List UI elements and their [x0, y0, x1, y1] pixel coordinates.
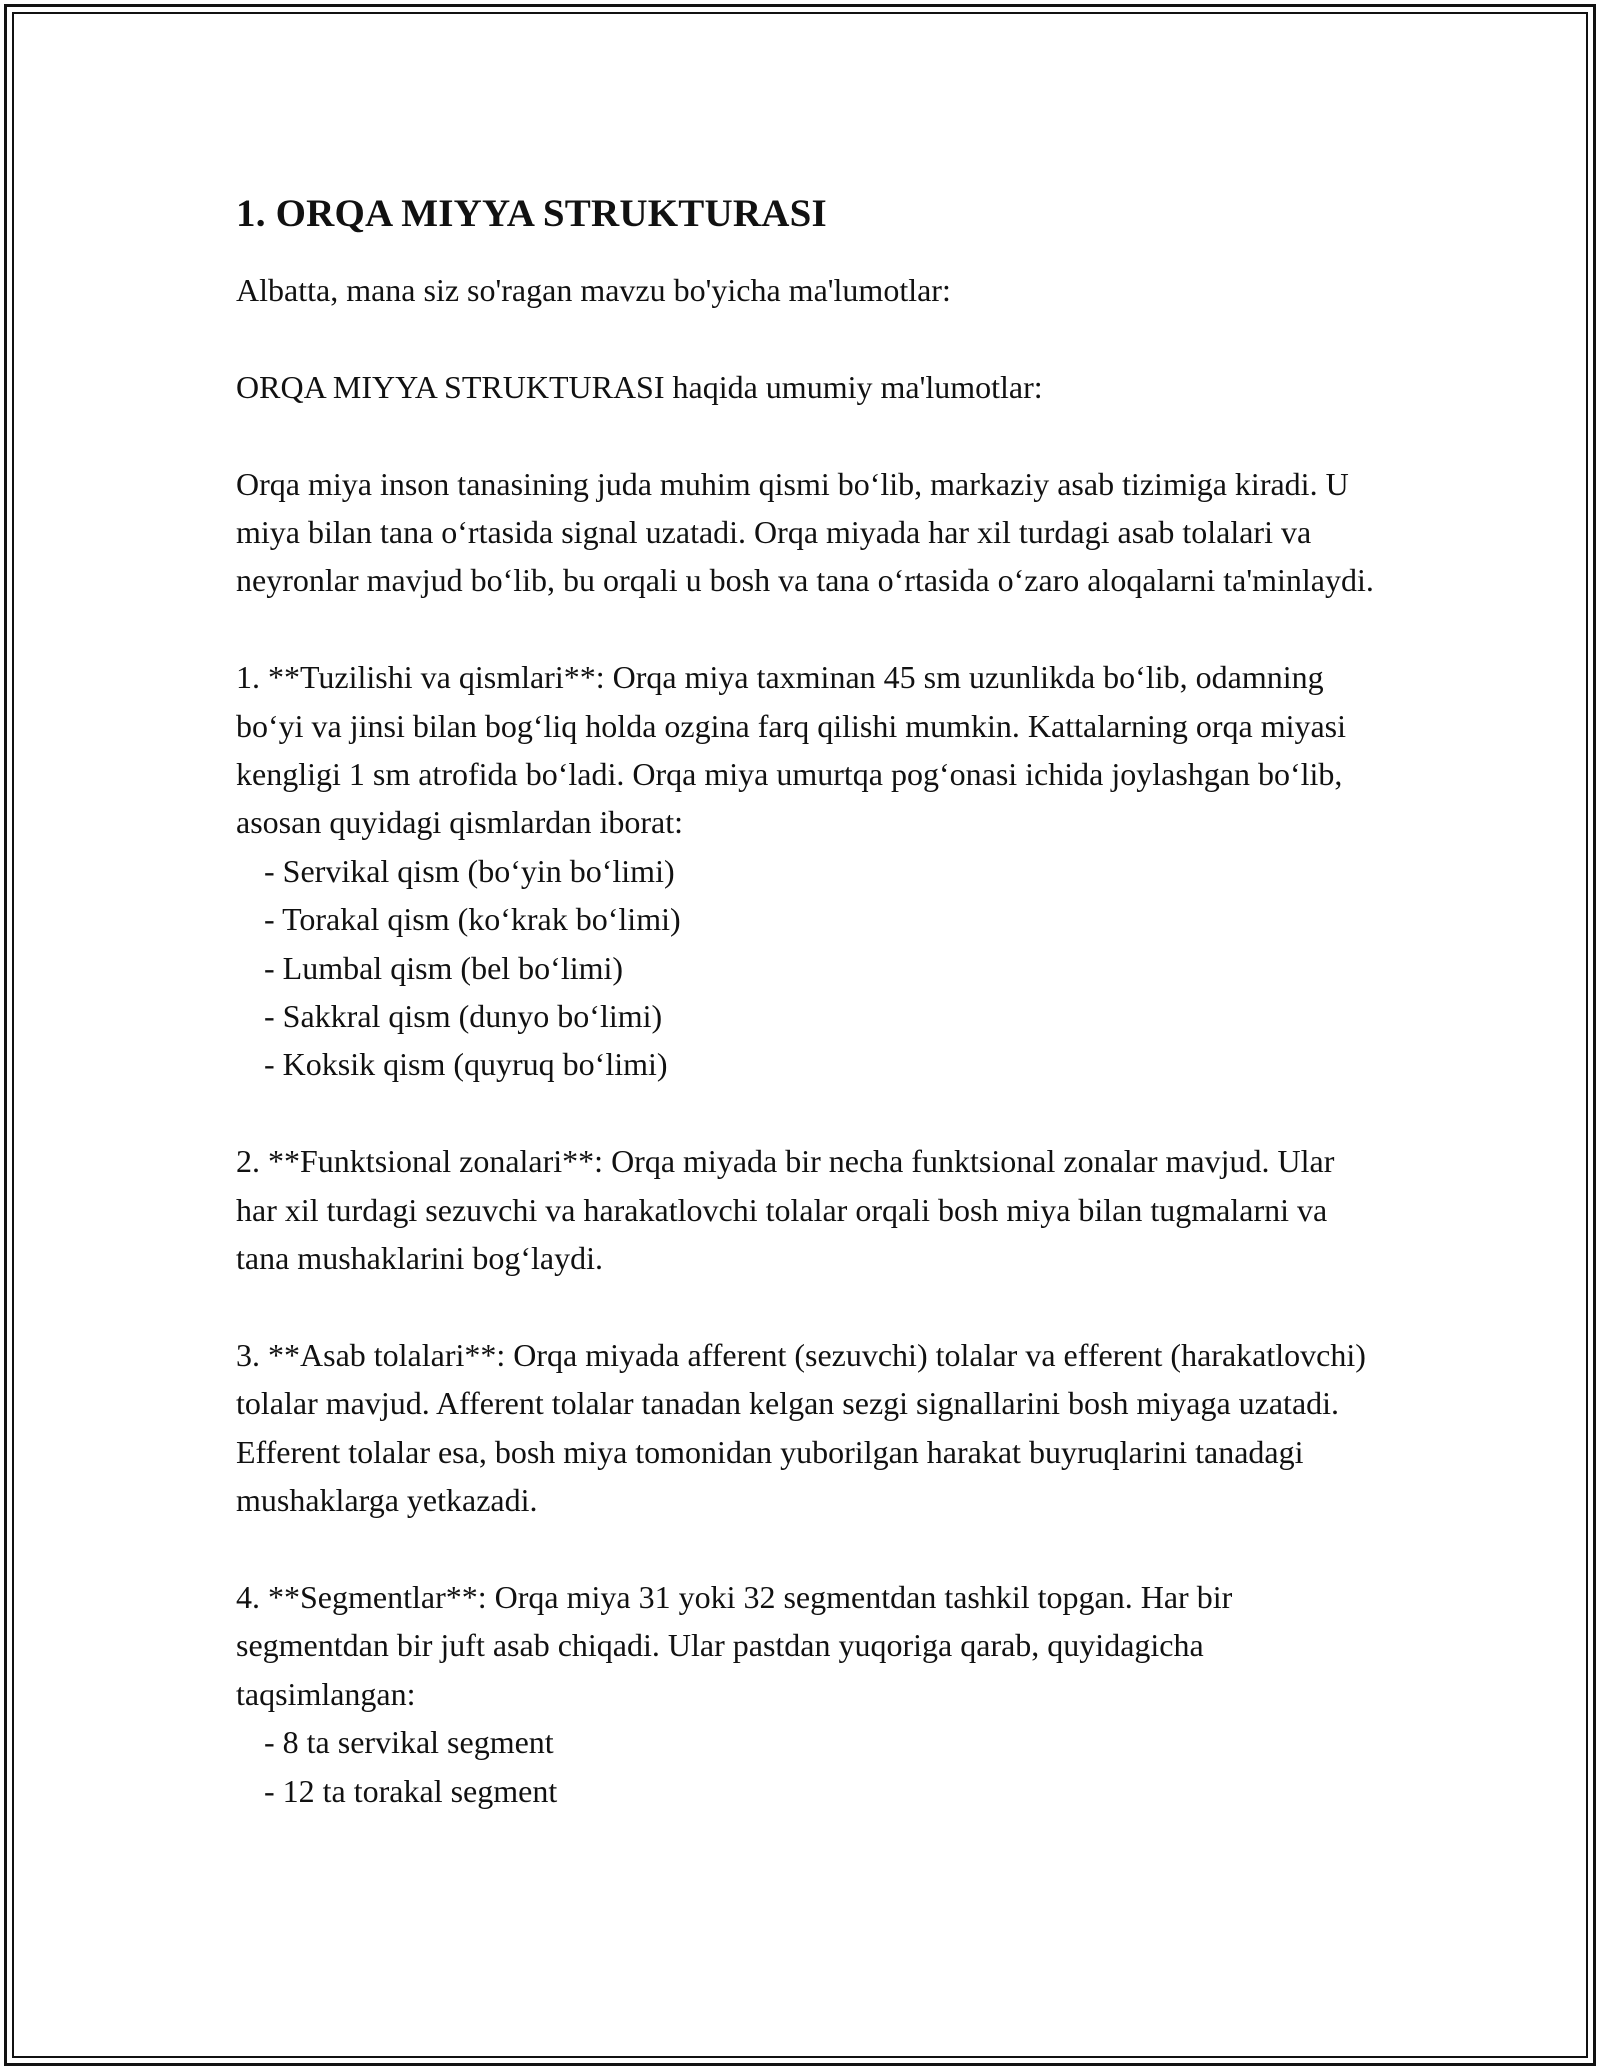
list-item: - Lumbal qism (bel bo‘limi) — [264, 949, 624, 986]
subheading-paragraph: ORQA MIYYA STRUKTURASI haqida umumiy ma'lumotlar: — [236, 368, 1043, 405]
section-2-paragraph: 2. **Funktsional zonalari**: Orqa miyada bir necha funktsional zonalar mavjud. Ular har xil turdagi sezuvchi va harakatlovchi tolalar orqali bosh miya bilan tugmalarni va tana mushaklarini bog‘laydi. — [236, 1143, 1335, 1277]
spacer — [236, 605, 1376, 653]
section-1-paragraph: 1. **Tuzilishi va qismlari**: Orqa miya taxminan 45 sm uzunlikda bo‘lib, odamning bo‘yi va jinsi bilan bog‘liq holda ozgina farq qilishi mumkin. Kattalarning orqa miyasi kengligi 1 sm atrofida bo‘ladi. Orqa miya umurtqa pog‘onasi ichida joylashgan bo‘lib, asosan quyidagi qismlardan iborat: — [236, 659, 1347, 841]
list-item: - Torakal qism (ko‘krak bo‘limi) — [264, 901, 681, 938]
list-item: - Koksik qism (quyruq bo‘limi) — [264, 1046, 668, 1083]
intro-paragraph: Albatta, mana siz so'ragan mavzu bo'yicha ma'lumotlar: — [236, 272, 951, 308]
spacer — [236, 411, 1376, 459]
list-item: - 12 ta torakal segment — [264, 1772, 558, 1809]
section-4-list — [236, 1718, 1376, 1815]
spacer — [236, 1282, 1376, 1330]
section-3-paragraph: 3. **Asab tolalari**: Orqa miyada afferent (sezuvchi) tolalar va efferent (harakatlovchi) tolalar mavjud. Afferent tolalar tanadan kelgan sezgi signallarini bosh miyaga uzatadi. Efferent tolalar esa, bosh miya tomonidan yuborilgan harakat buyruqlarini tanadagi mushaklarga yetkazadi. — [236, 1336, 1366, 1519]
list-item: - 8 ta servikal segment — [264, 1724, 554, 1761]
section-4-paragraph: 4. **Segmentlar**: Orqa miya 31 yoki 32 segmentdan tashkil topgan. Har bir segmentdan bir juft asab chiqadi. Ular pastdan yuqoriga qarab, quyidagicha taqsimlangan: — [236, 1578, 1233, 1712]
list-item: - Sakkral qism (dunyo bo‘limi) — [264, 998, 663, 1035]
section-1-list — [236, 847, 1376, 1089]
spacer — [236, 314, 1376, 362]
document-title: 1. ORQA MIYYA STRUKTURASI — [236, 192, 827, 235]
document-body — [236, 186, 1376, 1815]
spacer — [236, 1089, 1376, 1137]
list-item: - Servikal qism (bo‘yin bo‘limi) — [264, 852, 675, 889]
overview-paragraph: Orqa miya inson tanasining juda muhim qismi bo‘lib, markaziy asab tizimiga kiradi. U miya bilan tana o‘rtasida signal uzatadi. Orqa miyada har xil turdagi asab tolalari va neyronlar mavjud bo‘lib, bu orqali u bosh va tana o‘rtasida o‘zaro aloqalarni ta'minlaydi. — [236, 465, 1374, 599]
spacer — [236, 1524, 1376, 1572]
